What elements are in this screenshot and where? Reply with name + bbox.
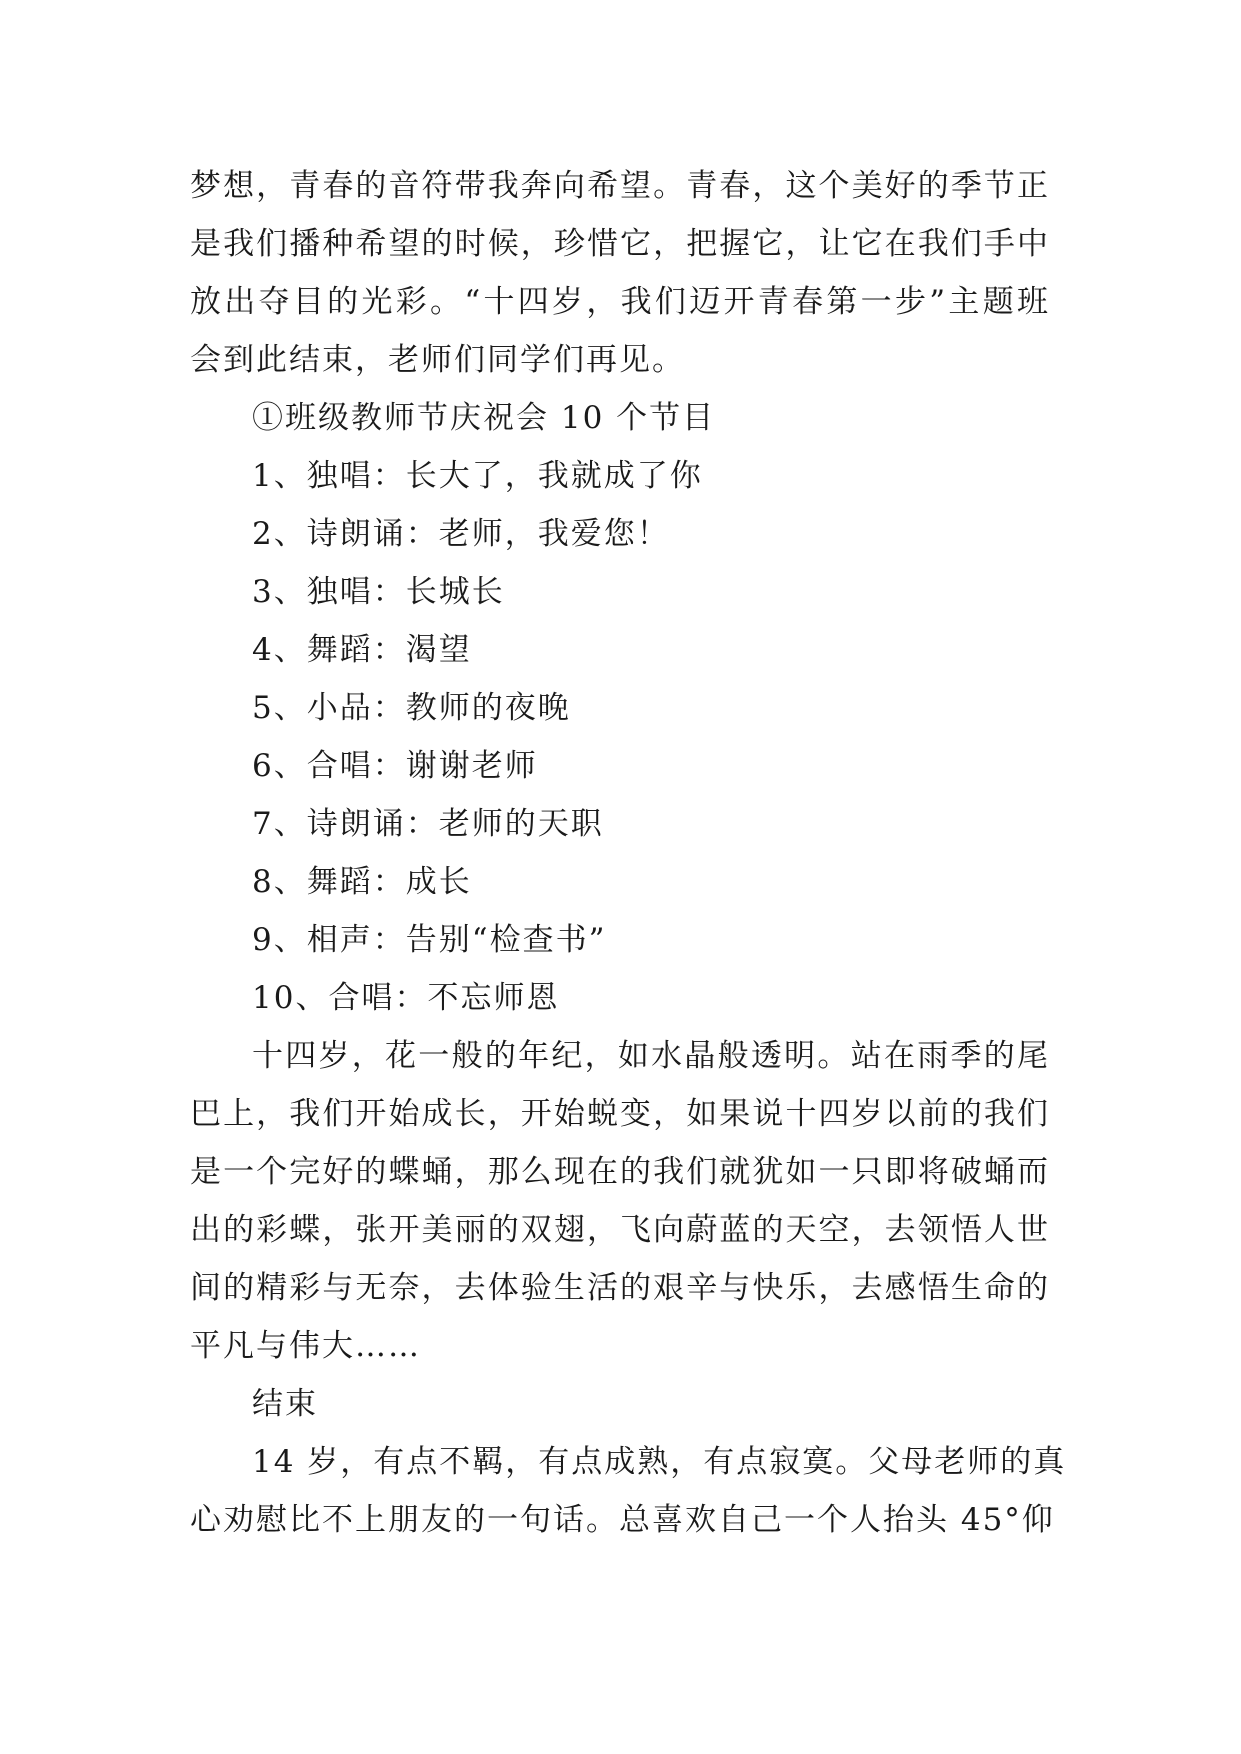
- program-item: 9、相声：告别“检查书”: [252, 922, 607, 958]
- program-item: 3、独唱：长城长: [252, 574, 505, 610]
- program-item: 1、独唱：长大了，我就成了你: [252, 458, 703, 494]
- paragraph-line: 会到此结束，老师们同学们再见。: [190, 342, 685, 378]
- program-item: 2、诗朗诵：老师，我爱您！: [252, 516, 670, 552]
- paragraph-line: 平凡与伟大……: [190, 1328, 421, 1364]
- program-item: 4、舞蹈：渴望: [252, 632, 472, 668]
- paragraph-line: 巴上，我们开始成长，开始蜕变，如果说十四岁以前的我们: [190, 1096, 1050, 1132]
- program-item: 5、小品：教师的夜晚: [252, 690, 571, 726]
- paragraph-line: 是一个完好的蝶蛹，那么现在的我们就犹如一只即将破蛹而: [190, 1154, 1050, 1190]
- paragraph-line: 梦想，青春的音符带我奔向希望。青春，这个美好的季节正: [190, 168, 1050, 204]
- section-heading: 结束: [252, 1386, 318, 1422]
- paragraph-line: 14 岁，有点不羁，有点成熟，有点寂寞。父母老师的真: [252, 1444, 1067, 1480]
- paragraph-line: 出的彩蝶，张开美丽的双翅，飞向蔚蓝的天空，去领悟人世: [190, 1212, 1050, 1248]
- program-item: 7、诗朗诵：老师的天职: [252, 806, 604, 842]
- paragraph-line: 心劝慰比不上朋友的一句话。总喜欢自己一个人抬头 45°仰: [190, 1502, 1055, 1538]
- program-heading: ①班级教师节庆祝会 10 个节目: [252, 400, 716, 436]
- program-item: 6、合唱：谢谢老师: [252, 748, 538, 784]
- paragraph-line: 间的精彩与无奈，去体验生活的艰辛与快乐，去感悟生命的: [190, 1270, 1050, 1306]
- paragraph-line: 十四岁，花一般的年纪，如水晶般透明。站在雨季的尾: [252, 1038, 1050, 1074]
- program-item: 10、合唱：不忘师恩: [252, 980, 560, 1016]
- program-item: 8、舞蹈：成长: [252, 864, 472, 900]
- paragraph-line: 放出夺目的光彩。“十四岁，我们迈开青春第一步”主题班: [190, 284, 1050, 320]
- paragraph-line: 是我们播种希望的时候，珍惜它，把握它，让它在我们手中: [190, 226, 1050, 262]
